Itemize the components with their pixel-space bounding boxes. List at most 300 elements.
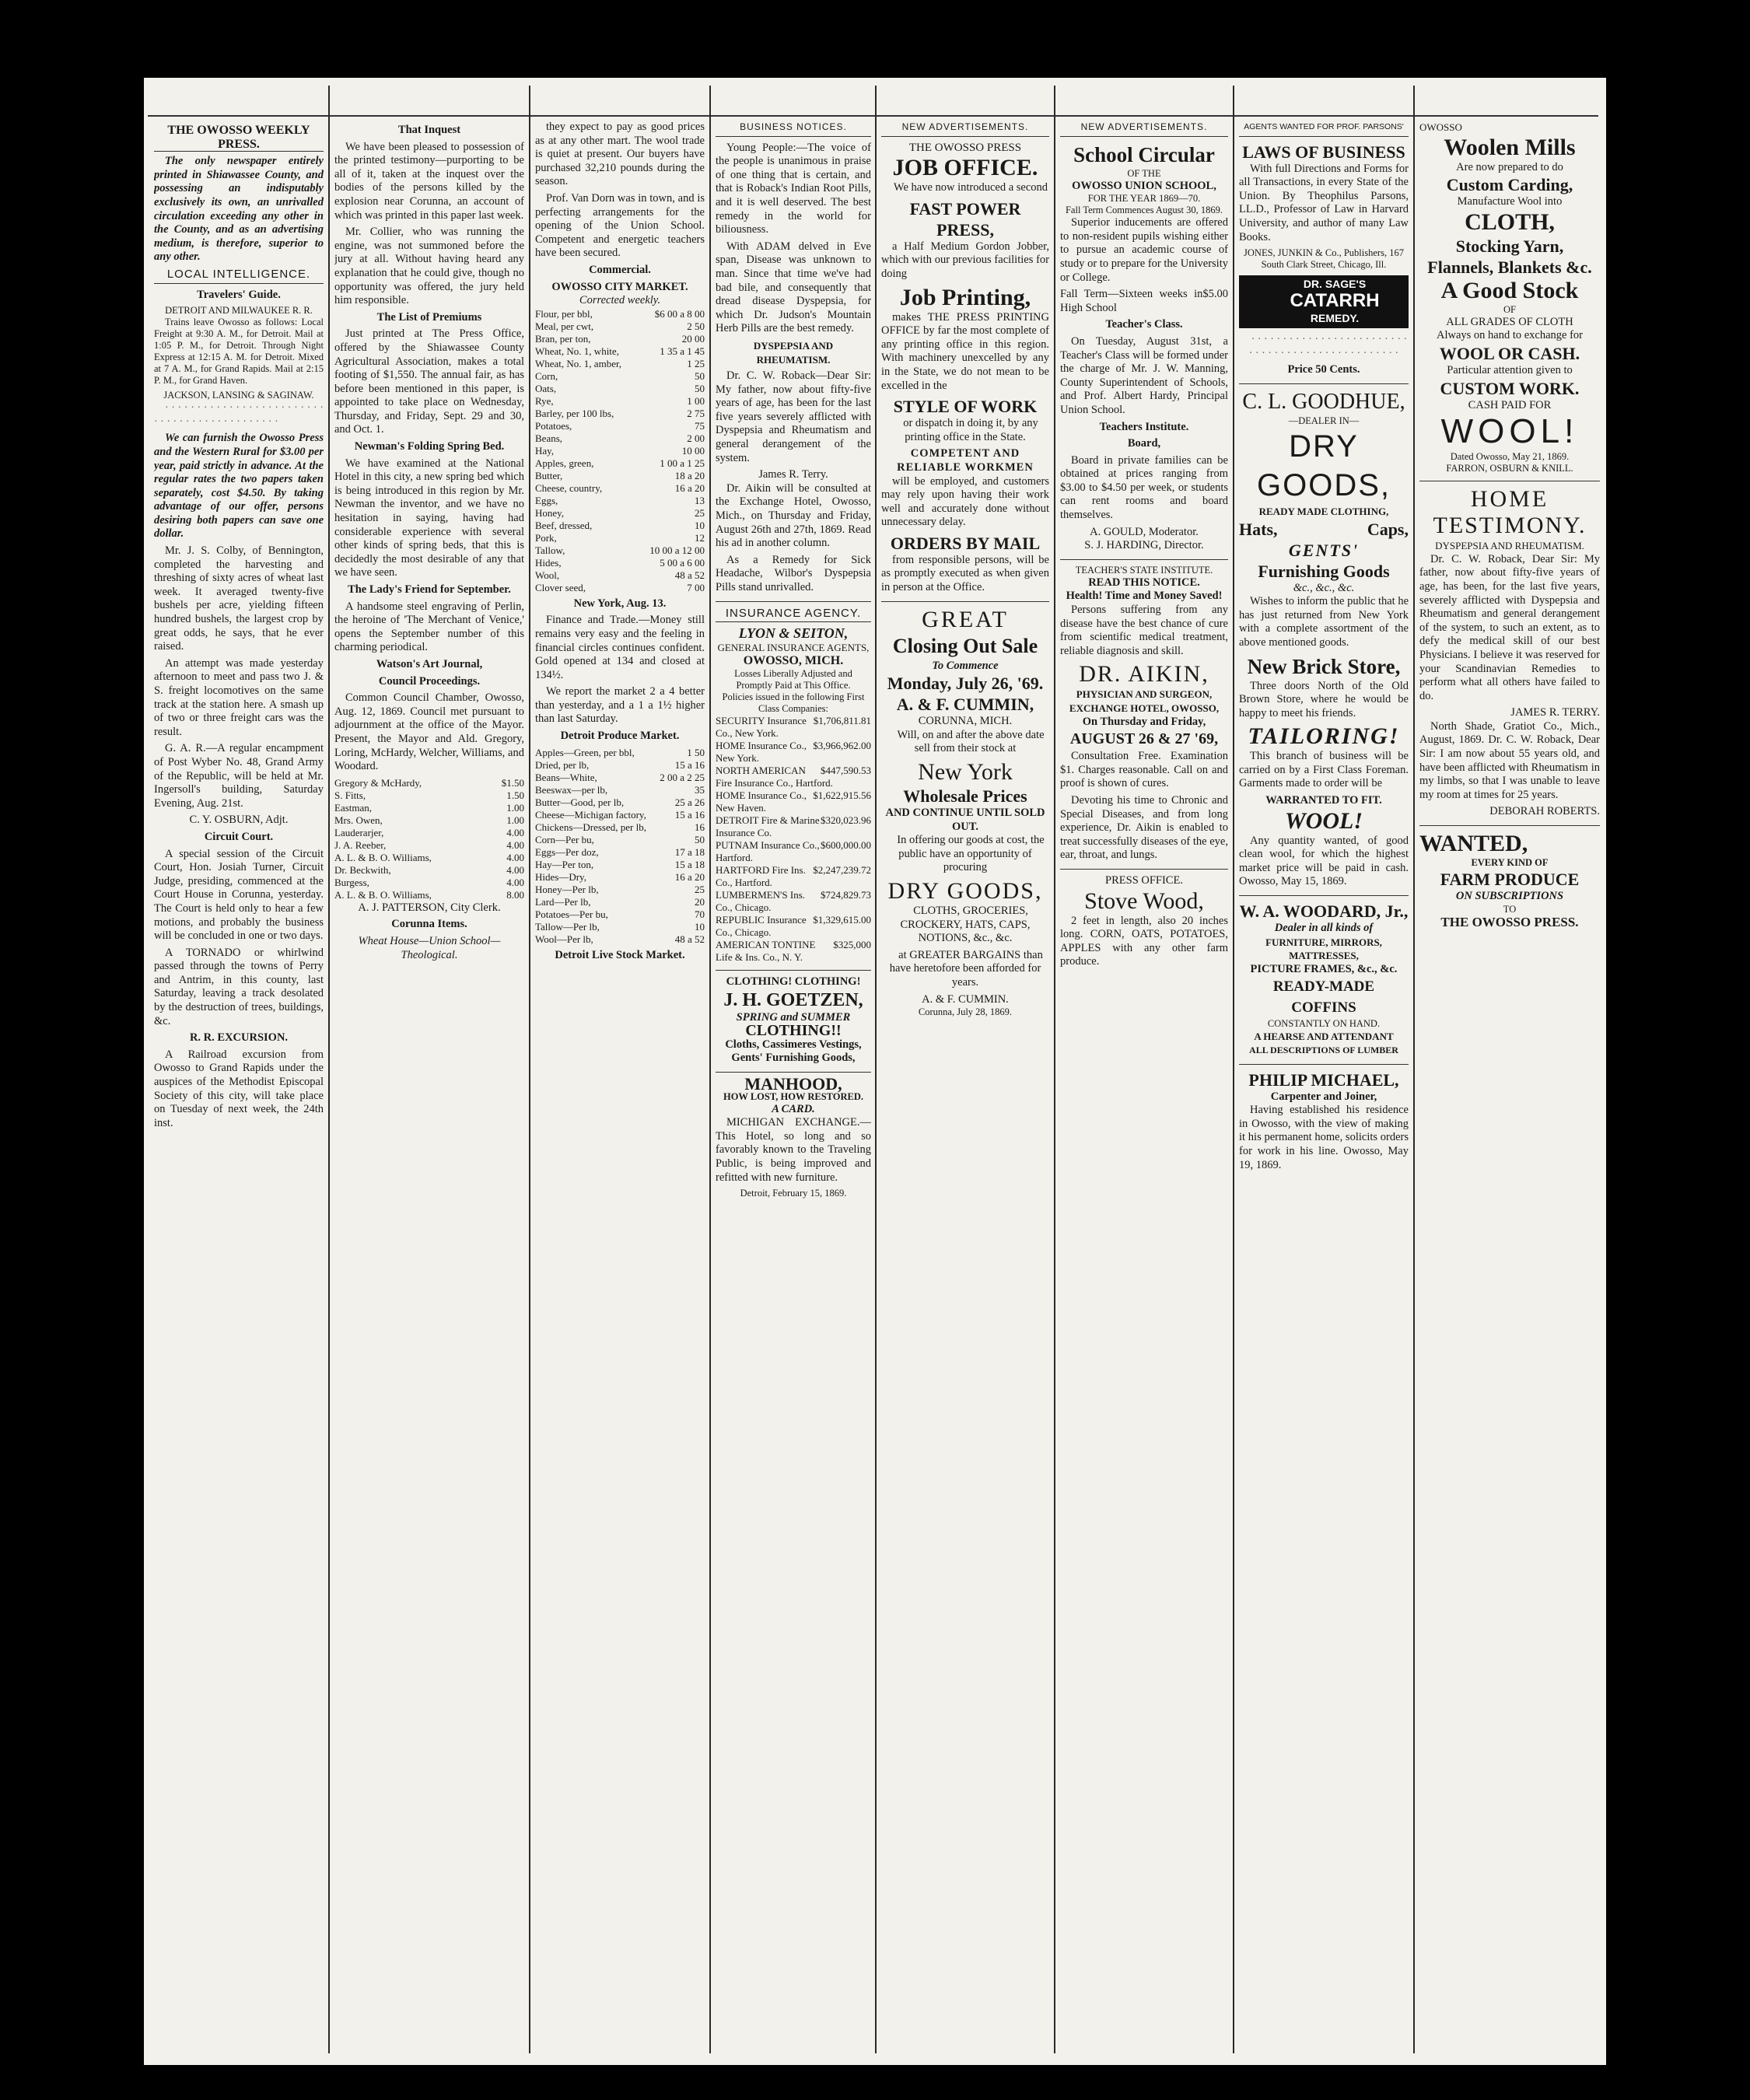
ad-text: In offering our goods at cost, the public have an opportunity of procuring [897,834,1045,874]
insurance-company-row-label: HOME Insurance Co., New Haven. [716,789,807,814]
wool-title: WOOL! [1440,412,1579,451]
ad-text: will be employed, and customers may rely upon having their work well and accurately done without unnecessary delay. [881,474,1049,529]
scan-border-top [0,0,1750,78]
council-bill-row [334,889,524,901]
notice-date: Detroit, February 15, 1869. [740,1188,847,1199]
agency-town: OWOSSO, MICH. [743,654,844,668]
council-bill-row-label: Burgess, [334,876,369,888]
institute-title: Teachers Institute. [1099,420,1189,433]
article-text: Mr. Collier, who was running the engine, was not summoned before the jury at all. Without having heard any explanation that he could give, though no opportunity was offered, the jury held him responsible. [334,226,524,307]
wanted-ad [1419,825,1600,929]
insurance-company-row-label: NORTH AMERICAN Fire Insurance Co., Hartford. [716,764,833,789]
always-line: Always on hand to exchange for [1436,329,1584,342]
insurance-company-row-label: DETROIT Fire & Marine Insurance Co. [716,814,820,838]
market-row-label: Butter, [535,469,563,481]
detroit-row-label: Wool—Per lb, [535,933,593,945]
local-item: A Railroad excursion from Owosso to Grand Rapids under the auspices of the Methodist Episcopal Society of this city, will take place on Tuesday of next week, the 24th inst. [154,1048,324,1129]
notice-text: With ADAM delved in Eve span, Disease was unknown to man. Since that time we've had bad bile, and consequently that dread disease Dyspepsia, for which Dr. Judson's Mountain Herb Pills are the best remedy. [716,240,871,335]
new-ads-heading: NEW ADVERTISEMENTS. [1060,121,1228,137]
market-row-value: 1 00 a 1 25 [660,457,705,469]
market-row [535,557,705,569]
detroit-row-label: Eggs—Per doz, [535,845,599,858]
woolen-mills-title: Woolen Mills [1444,134,1576,160]
column-6 [1060,121,1228,2065]
commercial-title: Commercial. [589,263,651,276]
notice-text: Dr. Aikin will be consulted at the Exchange Hotel, Owosso, Mich., on Thursday and Friday, August 26th and 27th, 1869. Read his ad in another column. [716,481,871,550]
council-bill-row-label: Gregory & McHardy, [334,776,422,789]
business-notices-heading: BUSINESS NOTICES. [716,121,871,137]
home-title: HOME [1470,486,1549,513]
detroit-row [535,747,705,759]
detroit-row-label: Apples—Green, per bbl, [535,746,635,758]
gents-line: Gents' Furnishing Goods, [731,1052,856,1065]
ad-text: Consultation Free. Examination $1. Charges reasonable. Call on and proof is shown of cures. [1060,750,1228,790]
newman-title: Newman's Folding Spring Bed. [354,440,505,453]
council-bill-row [334,814,524,827]
ad-text: We have now introduced a second [893,181,1048,194]
market-row-value: 2 50 [687,320,705,332]
cash-paid: CASH PAID FOR [1468,398,1552,411]
market-row-label: Bran, per ton, [535,332,591,345]
railroad-schedule: Trains leave Owosso as follows: Local Freight at 9:30 A. M., for Detroit. Mail at 1:05 P. M., for Detroit. Through Night Express at 12:15 A. M. for Detroit. Mixed at 7 A. M., for Grand Rapids. Mail at 2:15 P. M., for Grand Haven. [154,317,324,387]
local-item: Mr. J. S. Colby, of Bennington, completed the harvesting and threshing of sixty acres of wheat last week. It averaged twenty-five bushels per acre, yielding fifteen hundred bushels, the largest crop by great odds, he says, that he ever raised. [154,544,324,653]
tuition-value: $5.00 [1202,288,1228,301]
michael-trade: Carpenter and Joiner, [1270,1090,1377,1103]
mills-town: OWOSSO [1419,121,1462,133]
market-row [535,345,705,358]
market-row-label: Honey, [535,506,565,519]
club-offer: We can furnish the Owosso Press and the Western Rural for $3.00 per year, paid strictly in advance. At the regular rates the two papers taken separately, cost $4.50. By taking advantage of our offer, persons desiring both papers can save one dollar. [154,432,324,541]
market-row-label: Rye, [535,394,554,407]
detroit-row [535,921,705,933]
hotel-notice: MICHIGAN EXCHANGE.—This Hotel, so long and so favorably known to the Traveling Public, is being improved and refitted with new furniture. [716,1116,871,1184]
publisher: JONES, JUNKIN & Co., Publishers, 167 South Clark Street, Chicago, Ill. [1244,247,1404,271]
market-row [535,470,705,482]
column-rule [1054,86,1055,2053]
council-bill-row [334,864,524,877]
circuit-court-title: Circuit Court. [204,830,274,843]
ad-text: On Tuesday, August 31st, a Teacher's Class will be formed under the charge of Mr. J. W. Manning, County Superintendent of Schools, and Prof. Albert Hardy, Principal Union School. [1060,334,1228,416]
detroit-row [535,871,705,884]
closing-sale-ad [881,601,1049,1019]
corunna-items-title: Corunna Items. [391,918,467,931]
council-bill-row [334,852,524,864]
coffins-line: READY-MADE COFFINS [1272,978,1375,1017]
travelers-guide-title: Travelers' Guide. [197,288,281,301]
market-row [535,544,705,557]
detroit-row-value: 15 a 16 [674,758,705,771]
signature: C. Y. OSBURN, Adjt. [189,814,289,827]
market-row-value: 10 00 a 12 00 [649,544,705,556]
insurance-company-row-label: SECURITY Insurance Co., New York. [716,714,807,739]
ad-text: Wishes to inform the public that he has just returned from New York with a complete assortment of the above mentioned goods. [1239,595,1409,649]
ad-text: a Half Medium Gordon Jobber, which with our previous facilities for doing [881,240,1049,280]
merchant-name: J. H. GOETZEN, [723,989,863,1010]
signature: James R. Terry. [758,468,828,481]
local-intelligence-heading: LOCAL INTELLIGENCE. [154,268,324,284]
insurance-company-row [716,889,871,914]
market-row [535,582,705,594]
market-row [535,320,705,333]
caps: Caps, [1367,519,1409,539]
ad-text: With full Directions and Forms for all Transactions, in every State of the Union. By Theophilus Parsons, LL.D., Professor of Law in Harvard University, and author of many Law Books. [1239,162,1409,243]
detroit-row-value: 2 00 a 2 25 [660,771,705,783]
detroit-row-value: 70 [695,908,705,920]
ad-text: Board in private families can be obtained at prices ranging from $3.00 to $4.50 per week, or students can rent rooms and board themselves. [1060,453,1228,522]
logo-line-3: REMEDY. [1310,312,1360,325]
detroit-row-value: 25 [695,883,705,895]
insurance-ad [716,601,871,964]
article-text: Prof. Van Dorn was in town, and is perfecting arrangements for the opening of the Union School. Competent and energetic teachers have been secured. [535,191,705,260]
sign-off: A. & F. CUMMIN. [922,992,1009,1006]
dealer-line: —DEALER IN— [1288,415,1360,426]
ad-text: at GREATER BARGAINS than have heretofore been afforded for years. [889,948,1043,989]
local-item: A special session of the Circuit Court, Hon. Josiah Turner, Circuit Judge, presiding, commenced at the Court House in Corunna, yesterday. The Court is held only to hear a few motions, and probably the business will be concluded in one or two days. [154,847,324,943]
mills-firm: FARRON, OSBURN & KNILL. [1446,463,1573,474]
detroit-row [535,759,705,772]
market-row [535,333,705,345]
market-row-label: Oats, [535,382,557,394]
column-rule [709,86,711,2053]
market-row [535,408,705,420]
market-row-value: 18 a 20 [674,469,705,481]
column-2 [334,121,524,2065]
insurance-company-row-label: LUMBERMEN'S Ins. Co., Chicago. [716,888,806,913]
detroit-row-value: 25 a 26 [674,796,705,808]
style-of-work-title: STYLE OF WORK [893,397,1038,417]
stove-wood-title: Stove Wood, [1084,887,1204,914]
local-item: G. A. R.—A regular encampment of Post Wyber No. 48, Grand Army of the Republic, will be held at Mr. Ingersoll's building, Saturday Evening, Aug. 21st. [154,742,324,810]
until-line: AND CONTINUE UNTIL SOLD OUT. [885,807,1045,833]
detroit-row [535,796,705,809]
moderator: A. GOULD, Moderator. [1090,525,1199,538]
custom-work: CUSTOM WORK. [1440,378,1580,398]
ad-text: 2 feet in length, also 20 inches long. CORN, OATS, POTATOES, APPLES with any other farm produce. [1060,914,1228,968]
school-year: FOR THE YEAR 1869—70. [1087,193,1201,205]
orders-title: ORDERS BY MAIL [890,533,1041,553]
market-row [535,457,705,470]
article-text: Just printed at The Press Office, offered by the Shiawassee County Agricultural Association, makes a total footing of $1,550. The annual fair, as has before been mentioned in this paper, is appointed to take place on Wednesday, Thursday, and Friday, Sept. 29 and 30, and Oct. 1. [334,327,524,436]
testimony-title: TESTIMONY. [1433,513,1587,539]
council-bill-row-label: S. Fitts, [334,789,366,801]
michael-name: PHILIP MICHAEL, [1248,1069,1399,1090]
good-stock-title: A Good Stock [1440,277,1579,303]
detroit-row-value: 17 a 18 [674,845,705,858]
column-rule [529,86,530,2053]
press-name: THE OWOSSO PRESS [908,141,1022,154]
gents-title: GENTS' [1288,540,1360,560]
hats-caps [1239,519,1409,540]
detroit-row-value: 1 50 [687,746,705,758]
column-1 [154,121,324,2065]
state-institute: TEACHER'S STATE INSTITUTE. [1075,564,1213,576]
market-row-label: Corn, [535,369,558,382]
local-item: · · · · · · · · · · · · · · · · · · · · · · · · · · · · · · · · · · · · · · · · · · · · · [154,402,324,428]
farm-produce: FARM PRODUCE [1440,870,1580,890]
season-line: SPRING and SUMMER [736,1010,851,1024]
lumber-line: ALL DESCRIPTIONS OF LUMBER [1249,1045,1398,1055]
market-row-label: Flour, per bbl, [535,307,593,320]
market-row-value: 7 00 [687,581,705,593]
letter-text: North Shade, Gratiot Co., Mich., August, 1869. Dr. C. W. Roback, Dear Sir: I am now about 55 years old, and have been afflicted with Rheumatism in my limbs, so that I was unable to leave my room at times for 25 years. [1419,719,1600,801]
board-title: Board, [1127,437,1161,450]
detroit-row-label: Beans—White, [535,771,597,783]
merchant-name: C. L. GOODHUE, [1242,389,1405,414]
council-bill-row-value: $1.50 [501,776,524,789]
manhood-subtitle: HOW LOST, HOW RESTORED. [723,1090,864,1102]
watson-title: Watson's Art Journal, [376,657,483,670]
column-rule [1413,86,1415,2053]
frames-line: PICTURE FRAMES, &c., &c. [1250,962,1398,975]
market-row-value: 50 [695,382,705,394]
article-text: they expect to pay as good prices as at any other mart. The wool trade is quiet at present. Our buyers have purchased 32,210 pounds during the season. [535,121,705,188]
market-row-value: 10 [695,519,705,531]
detroit-row-label: Lard—Per lb, [535,895,591,908]
ad-text: makes THE PRESS PRINTING OFFICE by far the most complete of any printing office in this region. With machinery unexcelled by any in the State, we do not mean to be excelled in the [881,310,1049,392]
letter-signature: DEBORAH ROBERTS. [1489,805,1600,818]
market-row [535,532,705,544]
insurance-company-row-label: PUTNAM Insurance Co., Hartford. [716,838,820,863]
council-bill-row-label: Dr. Beckwith, [334,863,391,876]
market-row-label: Cheese, country, [535,481,603,494]
market-row [535,383,705,395]
article-text: We have been pleased to possession of the printed testimony—purporting to be all of it, taken at the inquest over the bodies of the persons killed by the explosion near Corunna, an account of which was printed in this paper last week. [334,140,524,222]
logo-line-1: DR. SAGE'S [1303,278,1367,291]
dry-goods-line: DRY GOODS, [887,878,1043,904]
commence-line: To Commence [932,659,999,672]
corunna-subhead: Wheat House—Union School—Theological. [358,934,501,961]
subscriptions-line: ON SUBSCRIPTIONS [1455,890,1564,903]
wool-or-cash: WOOL OR CASH. [1439,343,1580,363]
constantly-line: CONSTANTLY ON HAND. [1267,1018,1381,1030]
manhood-title: MANHOOD, [744,1073,842,1094]
council-bill-row [334,877,524,889]
wool-title: WOOL! [1284,807,1363,834]
market-row [535,370,705,383]
new-york-title: New York, Aug. 13. [573,597,667,610]
scan-border-bottom [0,2065,1750,2100]
insurance-company-row [716,715,871,740]
tuition-label: Fall Term—Sixteen weeks in High School [1060,288,1203,314]
insurance-company-row-label: HOME Insurance Co., New York. [716,739,807,764]
ad-text: Any quantity wanted, of good clean wool, for which the highest market price will be paid in cash. Owosso, May 15, 1869. [1239,834,1409,888]
insurance-company-row [716,765,871,789]
detroit-price-list [535,747,705,946]
article-text: We have examined at the National Hotel in this city, a new spring bed which is being introduced in this region by Mr. Newman the inventor, and we have no hesitation in saying, having had considerable experience with several other kinds of spring beds, that this is decidedly the most desirable of any that we have seen. [334,457,524,579]
furniture-line: FURNITURE, MIRRORS, MATTRESSES, [1265,936,1382,962]
market-row-value: 12 [695,531,705,544]
to-line: TO [1503,903,1517,915]
agents-wanted-heading: AGENTS WANTED FOR PROF. PARSONS' [1239,121,1409,137]
council-bill-row [334,789,524,802]
aikin-ad [1060,559,1228,863]
insurance-company-row-label: REPUBLIC Insurance Co., Chicago. [716,913,807,938]
fall-term: Fall Term Commences August 30, 1869. [1065,205,1223,216]
of-line: OF [1503,303,1516,315]
scan-border-right [1606,0,1750,2100]
detroit-row [535,896,705,908]
insurance-company-row [716,740,871,765]
market-subtitle: OWOSSO CITY MARKET. [551,280,688,293]
market-row-value: 48 a 52 [674,569,705,581]
grades-line: ALL GRADES OF CLOTH [1446,315,1573,328]
detroit-row [535,772,705,784]
school-circular-title: School Circular [1073,142,1215,166]
council-bill-row-label: A. L. & B. O. Williams, [334,888,432,901]
clerk-signature: A. J. PATTERSON, City Clerk. [358,901,501,914]
market-row [535,569,705,582]
market-row-value: 2 00 [687,432,705,444]
sign-off-date: Corunna, July 28, 1869. [918,1006,1013,1018]
market-row-label: Apples, green, [535,457,594,469]
council-bill-row-value: 8.00 [506,888,524,901]
insurance-company-row-label: HARTFORD Fire Ins. Co., Hartford. [716,863,806,888]
insurance-company-row-value: $3,966,962.00 [813,739,871,751]
council-bill-row-label: A. L. & B. O. Williams, [334,851,432,863]
column-rule [328,86,330,2053]
director: S. J. HARDING, Director. [1084,539,1204,552]
railroad-name: JACKSON, LANSING & SAGINAW. [163,390,314,401]
hotel-name: EXCHANGE HOTEL, OWOSSO, [1069,702,1220,714]
detroit-row-label: Hides—Dry, [535,870,586,883]
market-row-value: 25 [695,506,705,519]
ad-text: Three doors North of the Old Brown Store, where he would be happy to meet his friends. [1239,679,1409,719]
laws-title: LAWS OF BUSINESS [1242,142,1405,162]
dry-goods-title: DRY GOODS, [1256,429,1391,502]
price-line: Price 50 Cents. [1287,363,1360,376]
excursion-title: R. R. EXCURSION. [189,1031,289,1045]
detroit-row-label: Hay—Per ton, [535,858,594,870]
insurance-company-row-value: $724,829.73 [821,888,871,901]
hats: Hats, [1239,519,1278,539]
cloth-title: CLOTH, [1465,208,1555,235]
council-bill-row-label: Eastman, [334,801,373,814]
detroit-row [535,846,705,859]
market-row-value: 5 00 a 6 00 [660,556,705,569]
fast-press-title: FAST POWER PRESS, [909,198,1021,240]
market-row-label: Barley, per 100 lbs, [535,407,614,419]
market-row [535,395,705,408]
detroit-row-value: 48 a 52 [674,933,705,945]
column-3 [535,121,705,2065]
press-office: PRESS OFFICE. [1105,873,1183,887]
live-stock-title: Detroit Live Stock Market. [555,948,685,961]
doctor-title: PHYSICIAN AND SURGEON, [1076,688,1213,701]
railroad-name: DETROIT AND MILWAUKEE R. R. [165,305,313,317]
insurance-company-row-label: AMERICAN TONTINE Life & Ins. Co., N. Y. [716,938,816,963]
woodard-sub: Dealer in all kinds of [1274,922,1374,935]
insurance-company-row-value: $1,329,615.00 [813,913,871,926]
notice-text: Dr. C. W. Roback—Dear Sir: My father, now about fifty-five years of age, has been for the last five years severely afflicted with Dyspepsia and Rheumatism and general derangement of the system. [716,369,871,464]
detroit-row [535,908,705,921]
manufacture-line: Manufacture Wool into [1457,195,1563,208]
health-line: Health! Time and Money Saved! [1066,590,1223,603]
insurance-company-row [716,814,871,839]
closing-title: Closing Out Sale [892,634,1038,657]
market-row-value: 10 00 [681,444,705,457]
market-row-label: Beans, [535,432,563,444]
furnishing-title: Furnishing Goods [1258,561,1390,581]
market-row-value: 1 00 [687,394,705,407]
logo-line-2: CATARRH [1290,290,1380,312]
paper-intro: The only newspaper entirely printed in Shiawassee County, and possessing an indisputably exclusively its own, an unrivalled circulation exceeding any other in the County, and as an advertising medium, is therefore, superior to any other. [154,155,324,264]
market-row-value: 75 [695,419,705,432]
notice-text: Young People:—The voice of the people is unanimous in praise of one thing that is certain, and that is Roback's Indian Root Pills, and it is well deserved. The best remedy in the world for biliousness. [716,141,871,236]
clothing-heading: CLOTHING! CLOTHING! [726,975,861,988]
market-row [535,482,705,495]
scan-border-left [0,0,144,2100]
catarrh-remedy-logo [1239,275,1409,328]
job-printing-title: Job Printing, [899,284,1031,310]
detroit-row [535,834,705,846]
council-bill-row-value: 4.00 [506,838,524,851]
insurance-company-row [716,839,871,864]
article-text: Finance and Trade.—Money still remains very easy and the feeling in financial circles continues confident. Gold opened at 134 and closed at 134½. [535,614,705,681]
inquest-title: That Inquest [397,124,461,136]
market-row [535,507,705,520]
article-text: We report the market 2 a 4 better than yesterday, and a 1 a 1½ higher than last Saturday. [535,685,705,726]
market-row-label: Meal, per cwt, [535,320,594,332]
teachers-class-title: Teacher's Class. [1105,318,1183,331]
ad-text: This branch of business will be carried on by a First Class Foreman. Garments made to order will be [1239,750,1409,790]
card-title: A CARD. [772,1102,815,1115]
ladies-friend-title: The Lady's Friend for September. [348,583,511,596]
detroit-row-value: 16 [695,821,705,833]
detroit-row-label: Potatoes—Per bu, [535,908,608,920]
column-rule [875,86,877,2053]
council-bill-row-label: J. A. Reeber, [334,838,387,851]
market-row-value: 50 [695,369,705,382]
manhood-ad [716,1072,871,1199]
article-text: Common Council Chamber, Owosso, Aug. 12, 1869. Council met pursuant to adjournment at the office of the Mayor. Present, the Mayor and Ald. Gregory, Loring, McHardy, Welcher, Williams, and Woodard. [334,691,524,773]
goods-list: CLOTHS, GROCERIES, CROCKERY, HATS, CAPS, NOTIONS, &c., &c. [900,905,1031,945]
stove-wood-ad [1060,869,1228,969]
market-row [535,420,705,432]
market-row-value: 20 00 [681,332,705,345]
school-name: OWOSSO UNION SCHOOL, [1072,179,1216,192]
now-line: Are now prepared to do [1456,160,1563,173]
read-notice: READ THIS NOTICE. [1088,576,1200,589]
michael-ad [1239,1064,1409,1173]
column-8 [1419,121,1600,2065]
column-4 [716,121,871,2065]
visit-dates: AUGUST 26 & 27 '69, [1069,730,1219,748]
local-item: A TORNADO or whirlwind passed through the towns of Perry and Antrim, in this county, last Saturday, leaving a track desolated by the destruction of trees, buildings, &c. [154,946,324,1027]
market-row [535,358,705,370]
market-note: Corrected weekly. [579,294,661,307]
market-row-label: Hides, [535,556,562,569]
hearse-line: A HEARSE AND ATTENDANT [1254,1031,1394,1043]
paper-name: THE OWOSSO PRESS. [1440,914,1579,929]
market-row [535,445,705,457]
losses-note: Losses Liberally Adjusted and Promptly Paid at This Office. [734,667,852,691]
detroit-row-label: Honey—Per lb, [535,883,599,895]
woodard-name: W. A. WOODARD, Jr., [1239,901,1409,922]
council-bill-row [334,839,524,852]
ad-text: Superior inducements are offered to non-resident pupils wishing either to pursue an academic course of study or to prepare for the University or College. [1060,216,1228,284]
insurance-company-row-value: $1,706,811.81 [813,714,871,726]
letter-text: Dr. C. W. Roback, Dear Sir: My father, now about fifty-five years of age, has been, for the last five years, severely afflicted with Dyspepsia and Rheumatism and general derangement of the system, to such an extent, as to defy the medical skill of our best Physicians. I believe it was reserved for your Scandinavian Remedies to perform what all others have failed to do. [1419,552,1600,702]
detroit-row-value: 10 [695,920,705,933]
market-row-label: Potatoes, [535,419,572,432]
agency-name: LYON & SEITON, [738,625,849,642]
insurance-company-row [716,789,871,814]
article-text: A handsome steel engraving of Perlin, the heroine of 'The Merchant of Venice,' opens the September number of this charming periodical. [334,600,524,654]
new-york-line: New York [918,759,1013,786]
notice-text: As a Remedy for Sick Headache, Wilbor's Dyspepsia Pills stand unrivalled. [716,553,871,593]
ready-made: READY MADE CLOTHING, [1258,505,1389,517]
firm-town: CORUNNA, MICH. [918,715,1013,728]
